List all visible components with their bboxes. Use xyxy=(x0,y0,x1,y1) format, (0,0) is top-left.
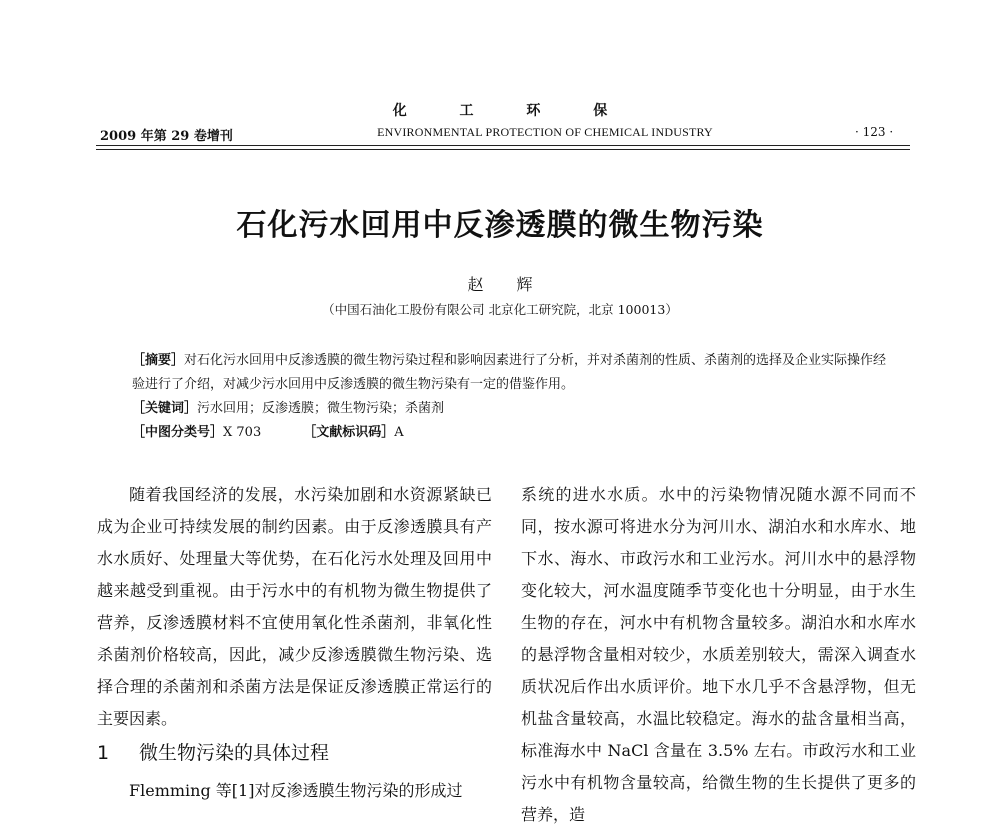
article-title: 石化污水回用中反渗透膜的微生物污染 xyxy=(236,208,764,243)
document-code-label: ［文献标识码］ xyxy=(303,425,395,440)
classification-label: ［中图分类号］ xyxy=(132,425,224,440)
page-number: · 123 · xyxy=(855,125,894,139)
section-title: 微生物污染的具体过程 xyxy=(139,742,330,764)
abstract-text: 对石化污水回用中反渗透膜的微生物污染过程和影响因素进行了分析，并对杀菌剂的性质、杀菌剂的选择及企业实际操作经验进行了介绍，对减少污水回用中反渗透膜的微生物污染有一定的借鉴作用。 xyxy=(132,353,887,392)
body-column-right xyxy=(521,479,916,831)
section-number: 1 xyxy=(97,742,110,764)
section-paragraph: Flemming 等[1]对反渗透膜生物污染的形成过 xyxy=(129,781,463,800)
journal-name-chinese: 化 工 环 保 xyxy=(392,103,632,119)
intro-paragraph: 随着我国经济的发展，水污染加剧和水资源紧缺已成为企业可持续发展的制约因素。由于反渗透膜具有产水水质好、处理量大等优势，在石化污水处理及回用中越来越受到重视。由于污水中的有机物为微生物提供了营养，反渗透膜材料不宜使用氧化性杀菌剂，非氧化性杀菌剂价格较高，因此，减少反渗透膜微生物污染、选择合理的杀菌剂和杀菌方法是保证反渗透膜正常运行的主要因素。 xyxy=(97,485,492,728)
header-rule-thick xyxy=(96,145,910,146)
water-quality-paragraph: 系统的进水水质。水中的污染物情况随水源不同而不同，按水源可将进水分为河川水、湖泊水和水库水、地下水、海水、市政污水和工业污水。河川水中的悬浮物变化较大，河水温度随季节变化也十分明显，由于水生生物的存在，河水中有机物含量较多。湖泊水和水库水的悬浮物含量相对较少，水质差别较大，需深入调查水质状况后作出水质评价。地下水几乎不含悬浮物，但无机盐含量较高，水温比较稳定。海水的盐含量相当高，标准海水中 NaCl 含量在 3.5% 左右。市政污水和工业污水中有机物含量较高，给微生物的生长提供了更多的营养，造 xyxy=(521,485,916,824)
classification-value: X 703 xyxy=(223,425,262,440)
article-author: 赵 辉 xyxy=(467,275,547,294)
journal-name-english: ENVIRONMENTAL PROTECTION OF CHEMICAL INDUSTRY xyxy=(377,125,713,139)
keywords xyxy=(132,397,892,421)
issue-info: 2009 年第 29 卷增刊 xyxy=(100,129,233,144)
abstract xyxy=(132,349,892,397)
abstract-label: ［摘要］ xyxy=(132,353,185,368)
document-code-value: A xyxy=(394,425,404,440)
keywords-label: ［关键词］ xyxy=(132,401,198,416)
body-column-left xyxy=(97,479,492,807)
author-affiliation: （中国石油化工股份有限公司 北京化工研究院，北京 100013） xyxy=(322,302,678,317)
classification-line xyxy=(132,421,892,445)
section-heading xyxy=(97,735,492,771)
header-rule-thin xyxy=(96,149,910,150)
keywords-text: 污水回用；反渗透膜；微生物污染；杀菌剂 xyxy=(197,401,445,416)
